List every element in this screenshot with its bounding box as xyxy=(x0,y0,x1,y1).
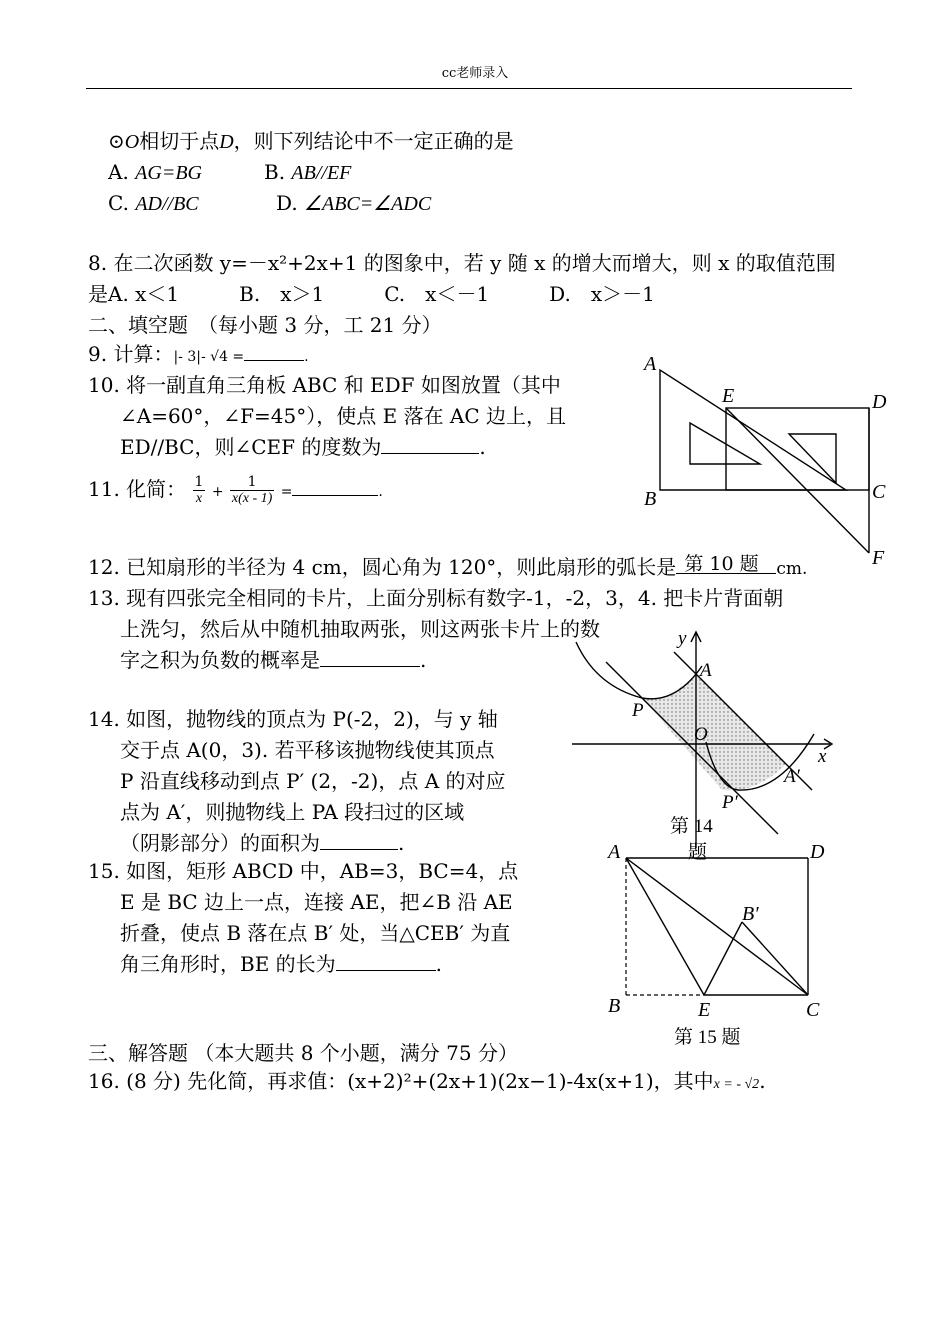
fig10-label-e: E xyxy=(722,385,735,407)
fig14-label-p: P xyxy=(632,700,644,721)
q10-line2: ∠A=60°，∠F=45°），使点 E 落在 AC 边上，且 xyxy=(120,404,567,428)
fig14-label-p-prime: P′ xyxy=(722,792,738,813)
line-ae xyxy=(626,858,704,995)
line-ac xyxy=(626,858,808,995)
q13-line2: 上洗匀，然后从中随机抽取两张，则这两张卡片上的数 xyxy=(120,617,600,641)
q14-line4: 点为 A′，则抛物线上 PA 段扫过的区域 xyxy=(120,800,465,824)
header-rule xyxy=(86,88,852,89)
inner-triangle-left xyxy=(690,423,760,464)
fig10-label-d: D xyxy=(872,391,887,413)
fig15-label-d: D xyxy=(810,841,825,863)
q10-line3: ED//BC，则∠CEF 的度数为 . xyxy=(120,435,486,459)
line-eb-prime xyxy=(704,922,742,995)
figure-10-triangles xyxy=(636,350,896,572)
q7-stem: ⊙O相切于点D，则下列结论中不一定正确的是 xyxy=(108,129,514,153)
fig15-label-c: C xyxy=(806,999,820,1021)
q14-line2: 交于点 A(0，3). 若平移该抛物线使其顶点 xyxy=(120,738,495,762)
q15-line1: 15. 如图，矩形 ABCD 中，AB=3，BC=4，点 xyxy=(88,859,519,883)
q13-line1: 13. 现有四张完全相同的卡片，上面分别标有数字-1，-2，3，4. 把卡片背面朝 xyxy=(88,586,784,610)
line-ef xyxy=(726,408,869,553)
fig15-label-e: E xyxy=(698,999,711,1021)
q9: 9. 计算：|- 3|- √4 = . xyxy=(88,342,309,366)
q7-option-d: D. ∠ABC=∠ADC xyxy=(276,191,432,215)
rectangle-ed xyxy=(726,408,869,490)
fig14-label-a: A xyxy=(700,660,712,681)
fig14-label-x: x xyxy=(818,746,827,767)
fig10-caption: 第 10 题 xyxy=(684,553,759,575)
fig10-label-b: B xyxy=(644,488,657,510)
line-b-prime-c xyxy=(742,922,808,995)
q14-line3: P 沿直线移动到点 P′ (2，-2)，点 A 的对应 xyxy=(120,769,506,793)
q16: 16. (8 分) 先化简，再求值：(x+2)²+(2x+1)(2x−1)-4x(x+1)，其中x = - √2. xyxy=(88,1069,766,1093)
q7-option-b: B. AB//EF xyxy=(264,160,352,184)
fig15-caption: 第 15 题 xyxy=(674,1027,741,1048)
q7-option-c: C. AD//BC xyxy=(108,191,199,215)
q15-line2: E 是 BC 边上一点，连接 AE，把∠B 沿 AE xyxy=(120,890,513,914)
fig14-caption-2: 题 xyxy=(688,842,708,863)
fig14-label-o: O xyxy=(694,724,708,745)
page-header: cc老师录入 xyxy=(441,66,509,81)
section-2-title: 二、填空题 （每小题 3 分，工 21 分） xyxy=(88,313,442,337)
q10-line1: 10. 将一副直角三角板 ABC 和 EDF 如图放置（其中 xyxy=(88,373,561,397)
q8-line2: 是A. x＜1 B. x＞1 C. x＜－1 D. x＞－1 xyxy=(88,282,655,306)
section-3-title: 三、解答题 （本大题共 8 个小题，满分 75 分） xyxy=(88,1041,518,1065)
fig15-label-b-prime: B′ xyxy=(742,903,759,925)
fig14-label-y: y xyxy=(678,628,687,649)
q11-fraction-2: $\frac{1}{x(x - 1)}$ xyxy=(231,474,273,506)
q14-line1: 14. 如图，抛物线的顶点为 P(-2，2)，与 y 轴 xyxy=(88,707,498,731)
q15-line4: 角三角形时，BE 的长为 . xyxy=(120,952,443,976)
fig10-label-a: A xyxy=(644,353,657,375)
fig10-label-f: F xyxy=(872,547,885,569)
q12: 12. 已知扇形的半径为 4 cm，圆心角为 120°，则此扇形的弧长是 第 10 题 cm. xyxy=(88,552,807,584)
figure-15-rectangle xyxy=(602,838,840,1050)
triangle-abc xyxy=(660,370,846,490)
q13-line3: 字之积为负数的概率是 . xyxy=(120,648,427,672)
q14-line5: （阴影部分）的面积为 . xyxy=(120,831,405,855)
fig15-label-a: A xyxy=(608,841,621,863)
q15-line3: 折叠，使点 B 落在点 B′ 处，当△CEB′ 为直 xyxy=(120,921,511,945)
fig14-label-a-prime: A′ xyxy=(784,766,800,787)
fig10-label-c: C xyxy=(872,481,886,503)
fig14-caption: 第 14 xyxy=(670,816,713,837)
figure-14-parabola xyxy=(566,622,846,863)
q11-fraction-1: $\frac{1}{x}$ xyxy=(194,474,204,506)
q8-line1: 8. 在二次函数 y=－x²+2x+1 的图象中，若 y 随 x 的增大而增大，则 x 的取值范围 xyxy=(88,251,836,275)
fig15-label-b: B xyxy=(608,995,621,1017)
q7-option-a: A. AG=BG xyxy=(108,160,202,184)
q11: 11. 化简： $\frac{1}{x}$ + $\frac{1}{x(x - 1)}$ = . xyxy=(88,474,383,506)
